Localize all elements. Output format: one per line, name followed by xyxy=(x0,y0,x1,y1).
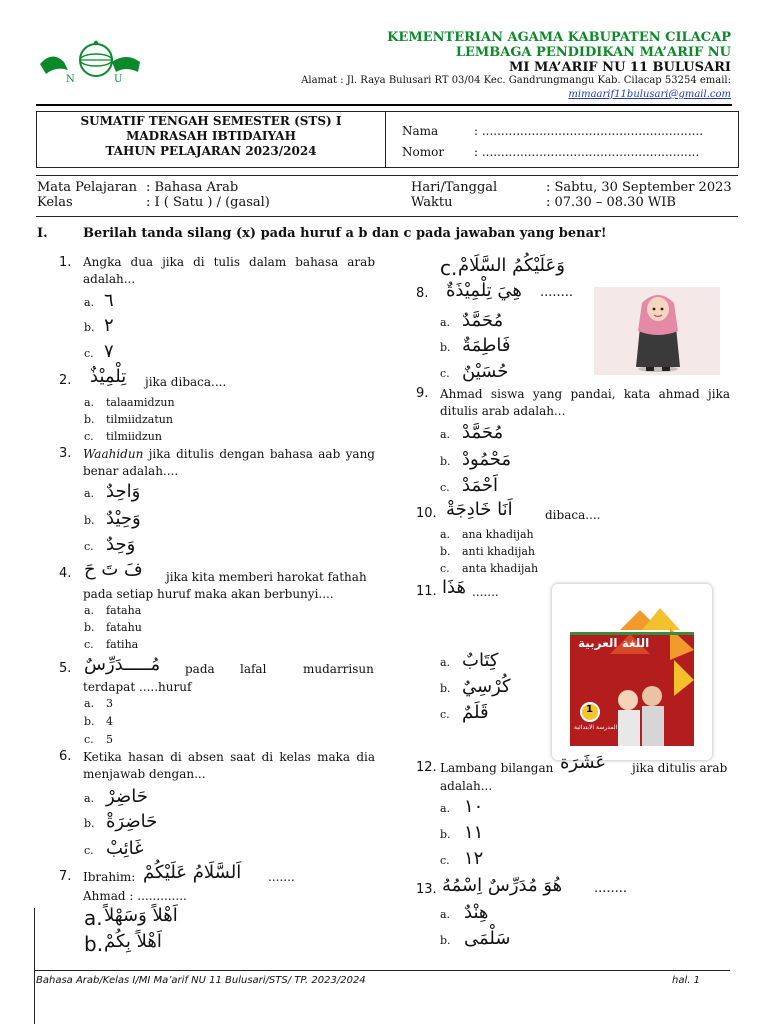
q1-option-b[interactable]: ٢ xyxy=(104,315,114,336)
nomor-label: Nomor xyxy=(402,145,445,159)
q4-option-a-label: a. xyxy=(84,604,95,617)
q5-option-a-label: a. xyxy=(84,697,95,710)
q6-option-a-label: a. xyxy=(84,792,95,805)
q5-word-lafal: lafal xyxy=(240,662,267,676)
subject-label: Mata Pelajaran xyxy=(37,180,138,195)
q12-text1: Lambang bilangan xyxy=(440,761,554,775)
q1-option-a-label: a. xyxy=(84,296,95,309)
q10-number: 10. xyxy=(416,506,437,521)
section-instruction: Berilah tanda silang (x) pada huruf a b dan c pada jawaban yang benar! xyxy=(83,226,607,241)
q12-option-a-label: a. xyxy=(440,802,451,815)
q7-option-b[interactable]: اَهْلاً بِكُمْ xyxy=(104,931,162,952)
q12-option-c[interactable]: ١٢ xyxy=(464,848,484,869)
q8-option-c[interactable]: حُسَيْنٌ xyxy=(462,361,509,382)
nomor-field[interactable]: : ......................................................... xyxy=(474,145,700,159)
logo-letter-u: U xyxy=(114,74,123,85)
section-number: I. xyxy=(37,226,48,241)
q6-option-a[interactable]: حَاضِرْ xyxy=(106,786,148,807)
footer-course-info: Bahasa Arab/Kelas I/MI Ma’arif NU 11 Bulusari/STS/ TP. 2023/2024 xyxy=(36,975,366,986)
q6-option-c[interactable]: غَائِبْ xyxy=(106,838,144,859)
book-subtitle: المدرسة الابتدائية xyxy=(574,724,618,731)
q4-option-c[interactable]: fatiha xyxy=(106,638,139,651)
q9-option-b[interactable]: مَحْمُودْ xyxy=(462,449,511,470)
info-divider-top xyxy=(36,175,738,176)
q13-option-a-label: a. xyxy=(440,908,451,921)
q3-option-b[interactable]: وَحِيْدٌ xyxy=(106,508,141,529)
q3-option-a[interactable]: وَاحِدٌ xyxy=(106,481,141,502)
time-label: Waktu xyxy=(411,195,453,210)
q1-option-a[interactable]: ٦ xyxy=(104,290,114,311)
q1-option-c[interactable]: ٧ xyxy=(104,341,114,362)
q10-option-b[interactable]: anti khadijah xyxy=(462,545,535,558)
q8-option-c-label: c. xyxy=(440,367,450,380)
logo-letter-n: N xyxy=(66,74,75,85)
q10-text: dibaca.... xyxy=(545,508,601,522)
q3-text: jika ditulis dengan bahasa aab yang benar adalah.... xyxy=(83,447,375,478)
header-address: Alamat : Jl. Raya Bulusari RT 03/04 Kec. Gandrungmangu Kab. Cilacap 53254 email: xyxy=(301,75,731,86)
q7-arabic: اَلسَّلَامُ عَلَيْكُمْ xyxy=(143,862,242,883)
q6-number: 6. xyxy=(59,749,72,764)
q5-number: 5. xyxy=(59,661,72,676)
exam-title-line3: TAHUN PELAJARAN 2023/2024 xyxy=(105,144,317,158)
date-label: Hari/Tanggal xyxy=(411,180,498,195)
q7-prefix: Ibrahim: xyxy=(83,870,136,884)
nama-label: Nama xyxy=(402,124,439,138)
q1-option-c-label: c. xyxy=(84,347,94,360)
q6-option-b[interactable]: حَاضِرَةْ xyxy=(106,811,158,832)
logo xyxy=(38,40,142,88)
q8-option-b[interactable]: فَاطِمَةٌ xyxy=(462,335,511,356)
q2-option-b[interactable]: tilmiidzatun xyxy=(106,413,173,426)
q3-option-a-label: a. xyxy=(84,487,95,500)
q7-dots: ....... xyxy=(268,870,295,884)
time-value: : 07.30 – 08.30 WIB xyxy=(546,195,676,210)
q1-number: 1. xyxy=(59,255,72,270)
q5-option-b[interactable]: 4 xyxy=(106,715,113,728)
q7-option-c[interactable]: وَعَلَيْكُمُ السَّلَامْ xyxy=(458,255,565,276)
q1-option-b-label: b. xyxy=(84,321,95,334)
exam-title-line1: SUMATIF TENGAH SEMESTER (STS) I xyxy=(80,114,342,128)
q2-arabic: تِلْمِيْذٌ xyxy=(90,366,127,387)
q2-number: 2. xyxy=(59,373,72,388)
q4-option-b-label: b. xyxy=(84,621,95,634)
q10-option-a-label: a. xyxy=(440,528,451,541)
q8-option-b-label: b. xyxy=(440,341,451,354)
nu-logo-icon xyxy=(38,40,142,88)
q4-text-line2: pada setiap huruf maka akan berbunyi.... xyxy=(83,587,334,601)
q2-text: jika dibaca.... xyxy=(145,375,227,389)
q3-option-c-label: c. xyxy=(84,540,94,553)
q2-option-b-label: b. xyxy=(84,413,95,426)
class-label: Kelas xyxy=(37,195,73,210)
class-value: : I ( Satu ) / (gasal) xyxy=(146,195,270,210)
date-value: : Sabtu, 30 September 2023 xyxy=(546,180,732,195)
q7-option-b-label: b. xyxy=(84,932,104,956)
student-identity-box xyxy=(385,111,739,168)
q10-option-c[interactable]: anta khadijah xyxy=(462,562,539,575)
book-cover xyxy=(570,600,694,746)
q5-word-mudarrisun: mudarrisun xyxy=(303,662,374,676)
header-email-link[interactable]: mimaarif11bulusari@gmail.com xyxy=(568,89,731,100)
q7-option-a[interactable]: اَهْلاً وَسَهْلاً xyxy=(104,905,178,926)
q12-option-b[interactable]: ١١ xyxy=(464,822,484,843)
q6-option-b-label: b. xyxy=(84,817,95,830)
nama-field[interactable]: : .......................................................... xyxy=(474,124,704,138)
q3-option-b-label: b. xyxy=(84,514,95,527)
q6-text: Ketika hasan di absen saat di kelas maka dia menjawab dengan... xyxy=(83,750,375,781)
q9-text: Ahmad siswa yang pandai, kata ahmad jika ditulis arab adalah... xyxy=(440,387,730,418)
q5-option-c[interactable]: 5 xyxy=(106,733,113,746)
hijab-girl-icon xyxy=(594,287,720,375)
q7-option-a-label: a. xyxy=(84,906,103,930)
q13-option-b-label: b. xyxy=(440,934,451,947)
q7-number: 7. xyxy=(59,869,72,884)
q11-option-c[interactable]: قَلَمٌ xyxy=(462,702,489,723)
q10-option-b-label: b. xyxy=(440,545,451,558)
q9-number: 9. xyxy=(416,386,429,401)
q7-ahmad-line: Ahmad : ............. xyxy=(83,889,187,903)
q8-arabic: هِيَ تِلْمِيْذَةٌ xyxy=(446,280,522,301)
q1-text: Angka dua jika di tulis dalam bahasa arab adalah... xyxy=(83,255,375,286)
book-title: اللغة العربية xyxy=(578,636,650,650)
header-ministry: KEMENTERIAN AGAMA KABUPATEN CILACAP xyxy=(387,30,731,45)
q11-arabic: هَذَا xyxy=(442,577,466,598)
q11-option-b[interactable]: كُرْسِيٌ xyxy=(462,676,511,697)
q12-option-a[interactable]: ١٠ xyxy=(464,796,484,817)
q2-option-a[interactable]: talaamidzun xyxy=(106,396,175,409)
q9-option-c[interactable]: اَحْمَدْ xyxy=(462,475,498,496)
q13-arabic: هُوَ مُدَرِّسٌ اِسْمُهُ xyxy=(442,875,563,896)
q5-option-c-label: c. xyxy=(84,733,94,746)
q7-option-c-label: c. xyxy=(440,256,458,280)
exam-title-box xyxy=(36,111,386,168)
q9-option-b-label: b. xyxy=(440,455,451,468)
q11-option-a-label: a. xyxy=(440,656,451,669)
q10-arabic: اَنَا خَادِجَةْ xyxy=(446,499,513,520)
q11-dots: ....... xyxy=(472,585,499,599)
q12-option-c-label: c. xyxy=(440,854,450,867)
q3-italic-word: Waahidun xyxy=(83,447,144,461)
q4-text-line1: jika kita memberi harokat fathah xyxy=(166,570,367,584)
header-school-name: MI MA’ARIF NU 11 BULUSARI xyxy=(509,60,731,75)
header-divider xyxy=(36,104,732,106)
exam-title-line2: MADRASAH IBTIDAIYAH xyxy=(126,129,296,143)
subject-value: : Bahasa Arab xyxy=(146,180,239,195)
header-institution: LEMBAGA PENDIDIKAN MA’ARIF NU xyxy=(455,45,731,60)
q9-option-a[interactable]: مُحَمَّدْ xyxy=(462,422,504,443)
q3-option-c[interactable]: وَحِدٌ xyxy=(106,534,136,555)
q10-option-c-label: c. xyxy=(440,562,450,575)
q11-option-c-label: c. xyxy=(440,708,450,721)
footer-page-number: hal. 1 xyxy=(672,975,700,986)
q8-option-a-label: a. xyxy=(440,316,451,329)
q13-dots: ........ xyxy=(594,881,628,896)
q12-number: 12. xyxy=(416,760,437,775)
arabic-book-image xyxy=(552,584,712,760)
q11-option-a[interactable]: كِتَابٌ xyxy=(462,650,499,671)
q5-word-pada: pada xyxy=(185,662,215,676)
left-margin-line xyxy=(34,908,35,1024)
q5-option-a[interactable]: 3 xyxy=(106,697,113,710)
q4-number: 4. xyxy=(59,566,72,581)
q8-dots: ........ xyxy=(540,285,574,300)
q4-arabic: فَ تَ حَ xyxy=(84,559,143,580)
q3-number: 3. xyxy=(59,446,72,461)
q4-option-c-label: c. xyxy=(84,638,94,651)
q5-text-line2: terdapat .....huruf xyxy=(83,680,192,694)
q12-option-b-label: b. xyxy=(440,828,451,841)
q2-option-a-label: a. xyxy=(84,396,95,409)
q4-option-a[interactable]: fataha xyxy=(106,604,142,617)
book-number: 1 xyxy=(586,704,593,715)
q13-number: 13. xyxy=(416,882,437,897)
q4-option-b[interactable]: fatahu xyxy=(106,621,142,634)
q9-option-c-label: c. xyxy=(440,481,450,494)
q2-option-c[interactable]: tilmiidzun xyxy=(106,430,162,443)
q5-option-b-label: b. xyxy=(84,715,95,728)
q8-option-a[interactable]: مُحَمَّدٌ xyxy=(462,310,504,331)
info-divider-bottom xyxy=(36,216,738,217)
q8-number: 8. xyxy=(416,286,429,301)
q5-arabic: مُـــــدَرِّسٌ xyxy=(84,654,161,675)
q11-number: 11. xyxy=(416,584,437,599)
q3-text-block xyxy=(83,446,375,480)
q11-option-b-label: b. xyxy=(440,682,451,695)
q9-option-a-label: a. xyxy=(440,428,451,441)
q12-arabic: عَشَرَة xyxy=(560,752,607,773)
q13-option-b[interactable]: سَلْمَى xyxy=(464,928,511,949)
q12-text2-line2: adalah... xyxy=(440,779,493,793)
q2-option-c-label: c. xyxy=(84,430,94,443)
q12-text2-line1: jika ditulis arab xyxy=(632,761,728,775)
q10-option-a[interactable]: ana khadijah xyxy=(462,528,534,541)
girl-illustration xyxy=(594,287,720,375)
footer-divider xyxy=(34,970,730,971)
q13-option-a[interactable]: هِنْدٌ xyxy=(464,902,489,923)
q6-option-c-label: c. xyxy=(84,844,94,857)
